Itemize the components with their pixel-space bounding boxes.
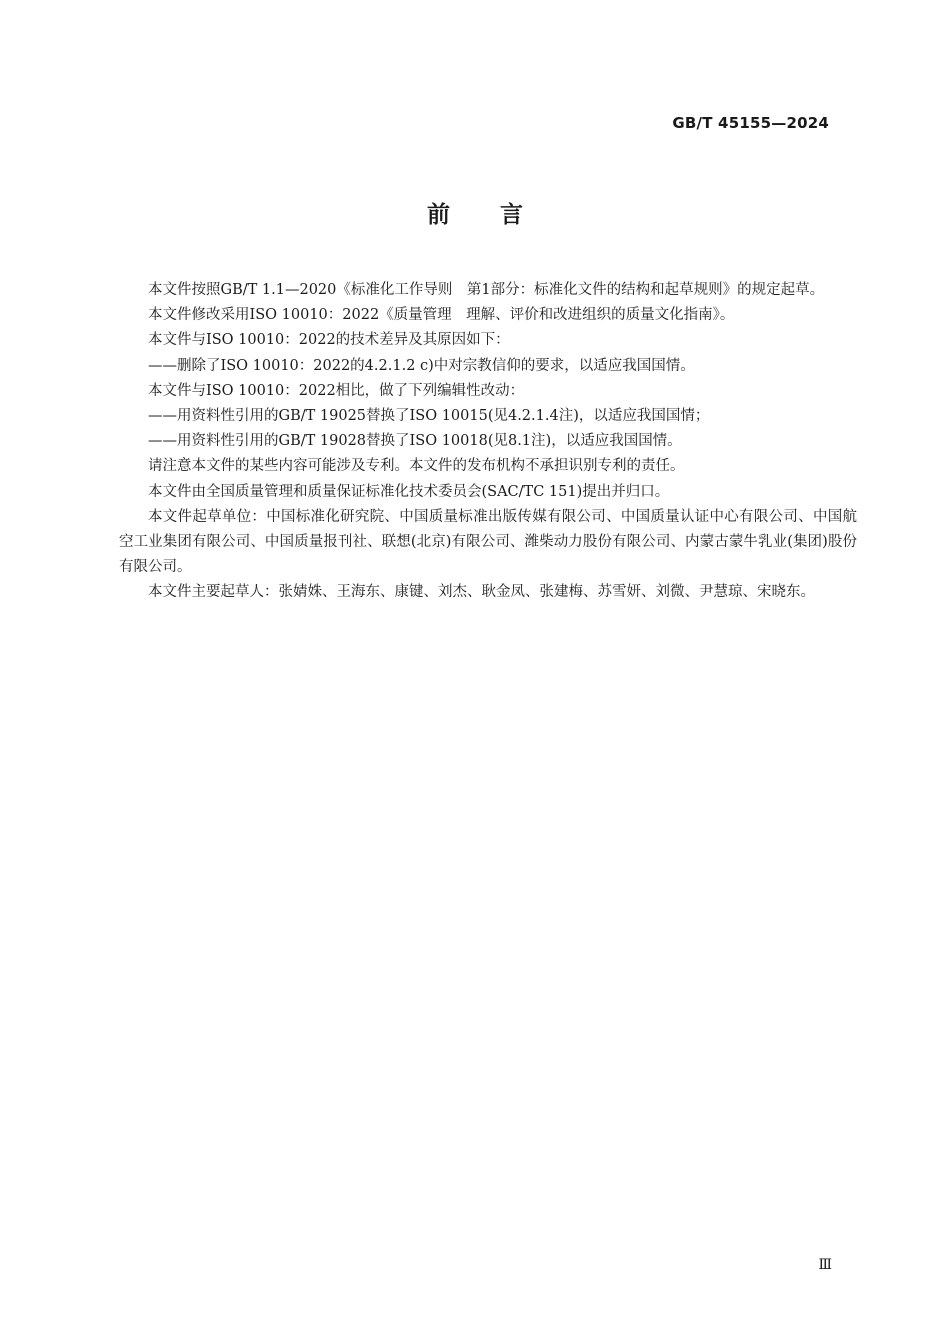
paragraph-drafters: 本文件主要起草人：张婧姝、王海东、康键、刘杰、耿金凤、张建梅、苏雪妍、刘微、尹慧琼、宋晓东。 bbox=[148, 584, 815, 601]
list-item-editorial-change: ——用资料性引用的GB/T 19025替换了ISO 10015(见4.2.1.4注)，以适应我国国情； bbox=[148, 408, 710, 425]
paragraph-adoption: 本文件修改采用ISO 10010：2022《质量管理 理解、评价和改进组织的质量文化指南》。 bbox=[148, 307, 735, 324]
paragraph-drafting-units: 本文件起草单位：中国标准化研究院、中国质量标准出版传媒有限公司、中国质量认证中心有限公司、中国航空工业集团有限公司、中国质量报刊社、联想(北京)有限公司、潍柴动力股份有限公司、内蒙古蒙牛乳业(集团)股份有限公司。 bbox=[119, 508, 857, 576]
paragraph-technical-differences: 本文件与ISO 10010：2022的技术差异及其原因如下： bbox=[148, 332, 510, 349]
page-number: Ⅲ bbox=[818, 1257, 832, 1273]
document-number: GB/T 45155—2024 bbox=[672, 114, 829, 132]
page-title: 前言 bbox=[427, 202, 573, 228]
list-item-editorial-change: ——用资料性引用的GB/T 19028替换了ISO 10018(见8.1注)，以适应我国国情。 bbox=[148, 433, 682, 450]
paragraph-proposer: 本文件由全国质量管理和质量保证标准化技术委员会(SAC/TC 151)提出并归口。 bbox=[148, 483, 670, 500]
list-item-technical-difference: ——删除了ISO 10010：2022的4.2.1.2 c)中对宗教信仰的要求，以适应我国国情。 bbox=[148, 357, 695, 374]
paragraph-editorial-changes: 本文件与ISO 10010：2022相比，做了下列编辑性改动： bbox=[148, 382, 525, 399]
paragraph-patent-notice: 请注意本文件的某些内容可能涉及专利。本文件的发布机构不承担识别专利的责任。 bbox=[148, 458, 685, 475]
paragraph-drafting-rules: 本文件按照GB/T 1.1—2020《标准化工作导则 第1部分：标准化文件的结构和起草规则》的规定起草。 bbox=[148, 282, 825, 298]
foreword-body bbox=[119, 278, 857, 606]
